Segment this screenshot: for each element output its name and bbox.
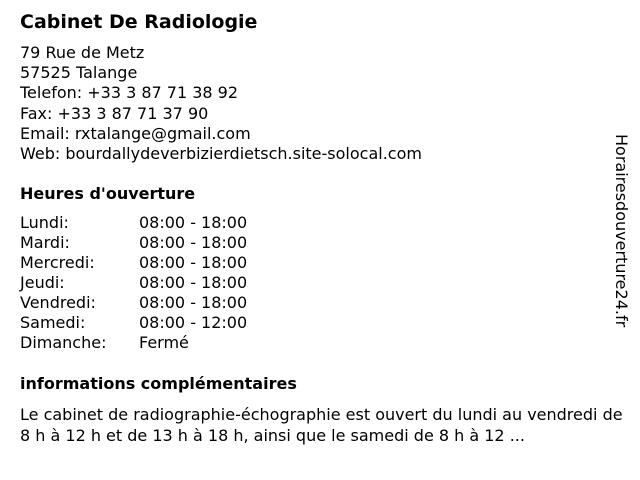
time-value: 08:00 - 18:00 <box>139 293 248 312</box>
phone-line: Telefon: +33 3 87 71 38 92 <box>20 83 239 103</box>
day-label: Dimanche: <box>20 333 107 352</box>
day-label: Vendredi: <box>20 293 96 312</box>
info-text: Le cabinet de radiographie-échographie est ouvert du lundi au vendredi de 8 h à 12 h et de 13 h à 18 h, ainsi que le samedi de 8 h à 12 ... <box>20 405 623 445</box>
contact-block <box>20 43 422 164</box>
day-label: Samedi: <box>20 313 86 332</box>
address-street: 79 Rue de Metz <box>20 43 145 62</box>
time-value: 08:00 - 18:00 <box>139 273 248 292</box>
hours-heading: Heures d'ouverture <box>20 184 196 203</box>
time-value: 08:00 - 18:00 <box>139 233 248 252</box>
info-heading: informations complémentaires <box>20 374 297 393</box>
site-watermark: Horairesdouverture24.fr <box>612 134 631 328</box>
fax-line: Fax: +33 3 87 71 37 90 <box>20 103 209 123</box>
business-name: Cabinet De Radiologie <box>20 11 258 33</box>
address-city: 57525 Talange <box>20 63 138 83</box>
time-value: 08:00 - 18:00 <box>139 253 248 272</box>
email-line: Email: rxtalange@gmail.com <box>20 123 251 143</box>
web-line: Web: bourdallydeverbizierdietsch.site-solocal.com <box>20 143 422 163</box>
time-value: Fermé <box>139 333 189 352</box>
day-label: Lundi: <box>20 213 69 232</box>
day-label: Mercredi: <box>20 253 95 272</box>
day-label: Jeudi: <box>20 273 65 292</box>
time-value: 08:00 - 12:00 <box>139 313 248 332</box>
time-value: 08:00 - 18:00 <box>139 213 248 232</box>
day-label: Mardi: <box>20 233 70 252</box>
